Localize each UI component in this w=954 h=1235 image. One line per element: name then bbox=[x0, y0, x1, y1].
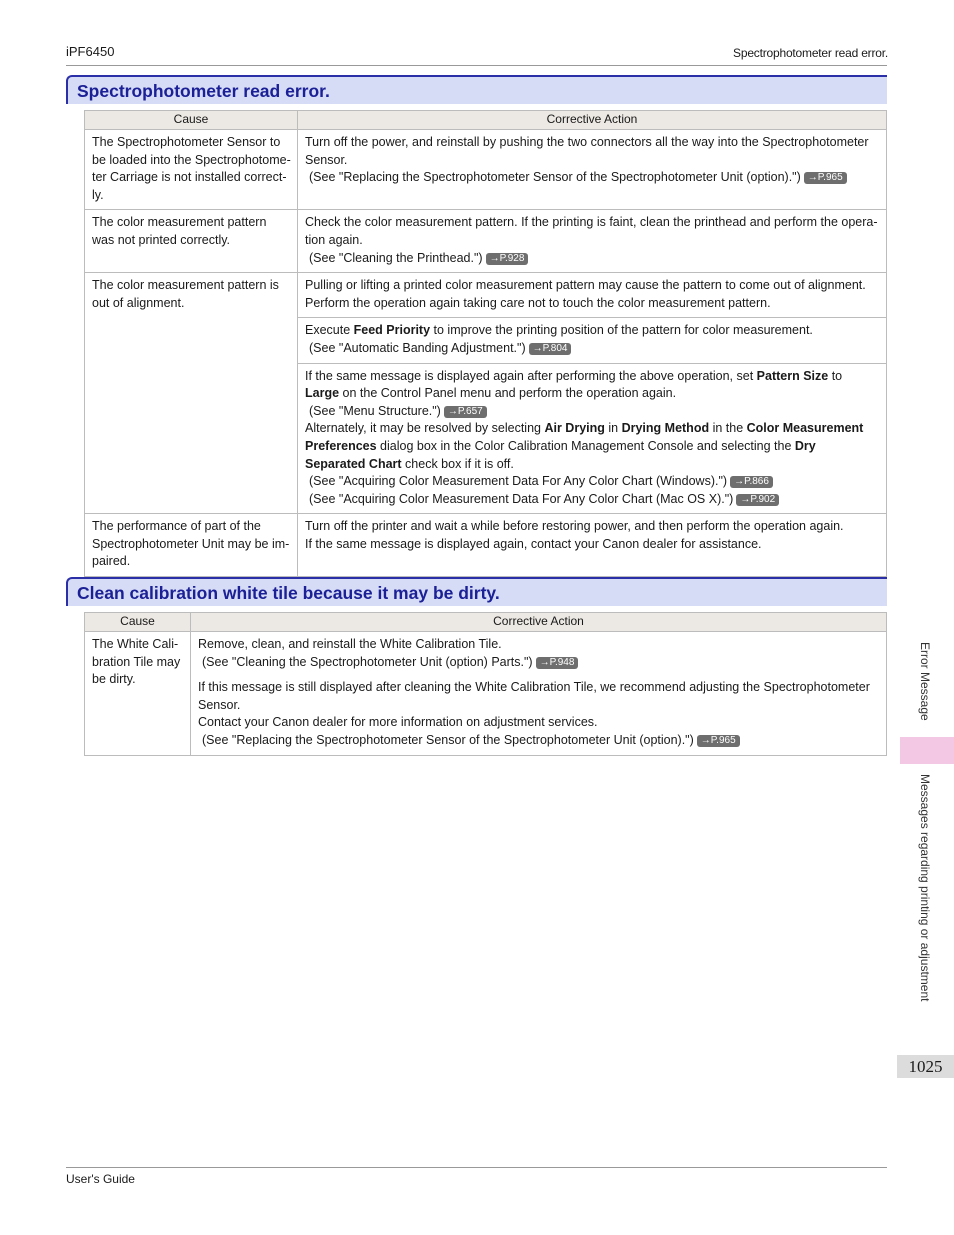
error-table bbox=[84, 110, 887, 577]
cause-cell: The performance of part of the Spectrophotometer Unit may be im-paired. bbox=[85, 514, 298, 577]
action-text: Turn off the printer and wait a while before restoring power, and then perform the operation again. bbox=[305, 519, 844, 534]
see-reference bbox=[305, 250, 879, 268]
action-cell: Pulling or lifting a printed color measurement pattern may cause the pattern to come out of alignment. Perform the operation again taking care not to touch the color measurement pattern. bbox=[298, 273, 887, 318]
side-tab-label: Error Message bbox=[918, 642, 932, 721]
action-cell bbox=[298, 130, 887, 210]
menu-item-name: Pattern Size bbox=[756, 368, 829, 383]
cause-cell: The White Cali-bration Tile may be dirty. bbox=[85, 632, 191, 756]
see-text: (See "Replacing the Spectrophotometer Sensor of the Spectrophotometer Unit (option).") bbox=[202, 732, 694, 747]
section-title: Clean calibration white tile because it may be dirty. bbox=[77, 583, 500, 603]
menu-item-name: Drying Method bbox=[621, 421, 710, 436]
column-header-action: Corrective Action bbox=[298, 111, 887, 130]
table-row bbox=[85, 632, 887, 756]
action-cell bbox=[298, 210, 887, 273]
see-text: (See "Automatic Banding Adjustment.") bbox=[309, 340, 526, 355]
page-link[interactable]: →P.948 bbox=[536, 657, 579, 669]
table-header-row bbox=[85, 613, 887, 632]
action-text: to bbox=[828, 368, 843, 383]
table-row bbox=[85, 514, 887, 577]
section-title-bar bbox=[66, 577, 887, 606]
action-text: Execute bbox=[305, 323, 354, 338]
action-text: on the Control Panel menu and perform the operation again. bbox=[339, 386, 677, 401]
page-number: 1025 bbox=[897, 1055, 954, 1078]
menu-item-name: Feed Priority bbox=[353, 323, 431, 338]
see-text: (See "Menu Structure.") bbox=[309, 403, 441, 418]
action-text: dialog box in the Color Calibration Management Console and selecting the bbox=[376, 438, 795, 453]
menu-item-name: Color Measurement Preferences bbox=[305, 421, 864, 453]
menu-item-name: Dry Separated Chart bbox=[305, 438, 816, 471]
see-text: (See "Acquiring Color Measurement Data For Any Color Chart (Mac OS X).") bbox=[309, 491, 734, 506]
side-tab-printing-adjustment[interactable] bbox=[918, 774, 940, 1034]
menu-item-name: Large bbox=[305, 386, 340, 401]
action-cell bbox=[298, 514, 887, 577]
page-link[interactable]: →P.804 bbox=[529, 343, 572, 355]
action-text: If this message is still displayed after cleaning the White Calibration Tile, we recommend adjusting the Spectrophotometer Sensor. bbox=[198, 680, 870, 712]
column-header-action: Corrective Action bbox=[191, 613, 887, 632]
column-header-cause: Cause bbox=[85, 613, 191, 632]
cause-cell: The color measurement pattern was not printed correctly. bbox=[85, 210, 298, 273]
action-text: Alternately, it may be resolved by selecting bbox=[305, 421, 545, 436]
section-title: Spectrophotometer read error. bbox=[77, 81, 330, 101]
table-row bbox=[85, 273, 887, 318]
cause-cell: The color measurement pattern is out of alignment. bbox=[85, 273, 298, 514]
action-text: to improve the printing position of the pattern for color measurement. bbox=[430, 323, 813, 338]
page-link[interactable]: →P.965 bbox=[804, 172, 847, 184]
side-tab-error-message[interactable] bbox=[918, 642, 940, 732]
page-link[interactable]: →P.902 bbox=[736, 494, 779, 506]
action-text: Turn off the power, and reinstall by pushing the two connectors all the way into the Spectrophotometer Sensor. bbox=[305, 135, 869, 167]
page-link[interactable]: →P.657 bbox=[444, 406, 487, 418]
see-reference bbox=[305, 403, 879, 421]
page-link[interactable]: →P.866 bbox=[730, 476, 773, 488]
error-table bbox=[84, 612, 887, 756]
see-text: (See "Replacing the Spectrophotometer Sensor of the Spectrophotometer Unit (option).") bbox=[309, 170, 801, 185]
action-text: Remove, clean, and reinstall the White Calibration Tile. bbox=[198, 637, 502, 651]
footer-rule bbox=[66, 1167, 887, 1168]
table-header-row bbox=[85, 111, 887, 130]
running-title: Spectrophotometer read error. bbox=[733, 46, 888, 60]
action-text: Check the color measurement pattern. If the printing is faint, clean the printhead and perform the opera-tion again. bbox=[305, 215, 878, 247]
side-tab-highlight bbox=[900, 737, 954, 764]
action-cell bbox=[298, 318, 887, 363]
action-text: Contact your Canon dealer for more information on adjustment services. bbox=[198, 715, 598, 730]
see-reference bbox=[305, 473, 879, 491]
column-header-cause: Cause bbox=[85, 111, 298, 130]
see-reference bbox=[305, 169, 879, 187]
footer-guide-title: User's Guide bbox=[66, 1172, 135, 1186]
see-reference bbox=[305, 491, 879, 509]
action-text: in bbox=[604, 421, 622, 436]
side-tab-label: Messages regarding printing or adjustment bbox=[918, 774, 932, 1002]
page-link[interactable]: →P.928 bbox=[486, 253, 529, 265]
action-cell bbox=[191, 632, 887, 756]
action-text: If the same message is displayed again after performing the above operation, set bbox=[305, 368, 757, 383]
see-text: (See "Acquiring Color Measurement Data For Any Color Chart (Windows).") bbox=[309, 474, 728, 489]
action-text: check box if it is off. bbox=[401, 456, 514, 471]
see-reference bbox=[198, 654, 879, 672]
paragraph-gap bbox=[198, 671, 879, 679]
menu-item-name: Air Drying bbox=[544, 421, 605, 436]
table-row bbox=[85, 210, 887, 273]
cause-cell: The Spectrophotometer Sensor to be loaded into the Spectrophotome-ter Carriage is not installed correct-ly. bbox=[85, 130, 298, 210]
model-name: iPF6450 bbox=[66, 44, 115, 59]
header-rule bbox=[66, 65, 887, 66]
see-text: (See "Cleaning the Printhead.") bbox=[309, 250, 483, 265]
see-text: (See "Cleaning the Spectrophotometer Unit (option) Parts.") bbox=[202, 654, 533, 669]
table-row bbox=[85, 130, 887, 210]
page-link[interactable]: →P.965 bbox=[697, 735, 740, 747]
section-title-bar bbox=[66, 75, 887, 104]
see-reference bbox=[198, 732, 879, 750]
action-cell bbox=[298, 363, 887, 514]
action-text: in the bbox=[709, 421, 747, 436]
action-text: If the same message is displayed again, contact your Canon dealer for assistance. bbox=[305, 536, 762, 551]
see-reference bbox=[305, 340, 879, 358]
